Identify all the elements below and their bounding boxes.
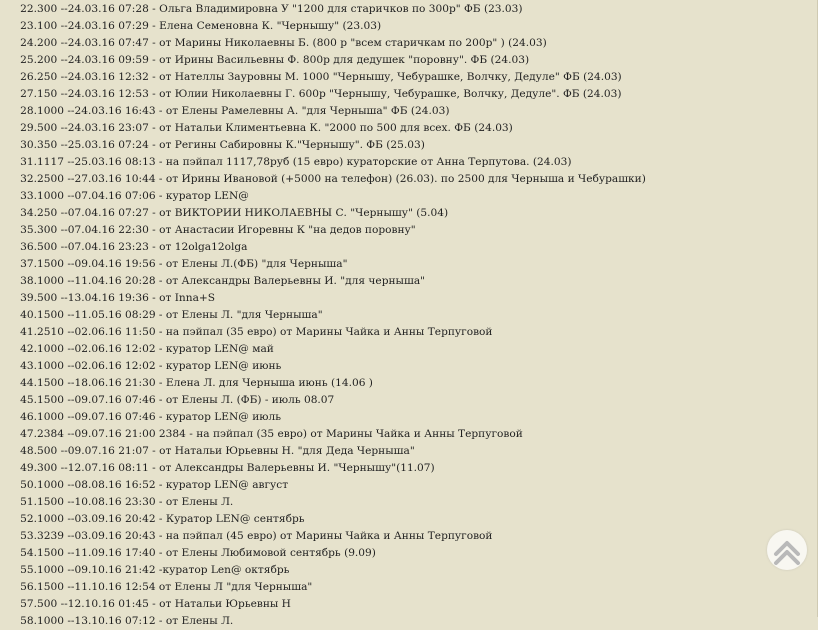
entry-number: 41. [20, 326, 37, 338]
entry-text: 200 --24.03.16 07:47 - от Марины Николаевны Б. (800 р "всем старичкам по 200р" ) (24.03) [37, 37, 547, 49]
entry-text: 1500 --18.06.16 21:30 - Елена Л. для Черныша июнь (14.06 ) [37, 377, 373, 389]
entry-text: 200 --24.03.16 09:59 - от Ирины Васильевны Ф. 800р для дедушек "поровну". ФБ (24.03) [37, 54, 530, 66]
entry-text: 1500 --11.10.16 12:54 от Елены Л "для Черныша" [37, 581, 313, 593]
donation-list [0, 1, 760, 627]
entry-number: 34. [20, 207, 37, 219]
list-item [0, 154, 760, 171]
entry-number: 48. [20, 445, 37, 457]
entry-number: 32. [20, 173, 37, 185]
entry-number: 26. [20, 71, 37, 83]
list-item [0, 460, 760, 477]
entry-text: 300 --24.03.16 07:28 - Ольга Владимировна У "1200 для старичков по 300р" ФБ (23.03) [37, 3, 523, 15]
entry-text: 1500 --11.05.16 08:29 - от Елены Л. "для Черныша" [37, 309, 323, 321]
entry-text: 250 --07.04.16 07:27 - от ВИКТОРИИ НИКОЛАЕВНЫ С. "Чернышу" (5.04) [37, 207, 449, 219]
entry-text: 350 --25.03.16 07:24 - от Регины Сабировны К."Чернышу". ФБ (25.03) [37, 139, 425, 151]
entry-text: 1500 --10.08.16 23:30 - от Елены Л. [37, 496, 234, 508]
entry-number: 42. [20, 343, 37, 355]
entry-text: 2500 --27.03.16 10:44 - от Ирины Ивановой (+5000 на телефон) (26.03). по 2500 для Черныша и Чебурашки) [37, 173, 646, 185]
entry-text: 1000 --03.09.16 20:42 - Куратор LEN@ сентябрь [37, 513, 305, 525]
list-item [0, 579, 760, 596]
list-item [0, 426, 760, 443]
list-item [0, 511, 760, 528]
entry-number: 46. [20, 411, 37, 423]
list-item [0, 324, 760, 341]
entry-number: 43. [20, 360, 37, 372]
list-item [0, 120, 760, 137]
list-item [0, 545, 760, 562]
entry-text: 300 --12.07.16 08:11 - от Александры Валерьевны И. "Чернышу"(11.07) [37, 462, 435, 474]
list-item [0, 341, 760, 358]
list-item [0, 409, 760, 426]
chevron-up-icon [767, 530, 807, 570]
entry-text: 1000 --07.04.16 07:06 - куратор LEN@ [37, 190, 249, 202]
entry-text: 1000 --09.10.16 21:42 -куратор Len@ октябрь [37, 564, 290, 576]
scroll-to-top-button[interactable] [767, 530, 807, 570]
entry-number: 50. [20, 479, 37, 491]
list-item [0, 205, 760, 222]
entry-number: 35. [20, 224, 37, 236]
entry-number: 38. [20, 275, 37, 287]
entry-number: 27. [20, 88, 37, 100]
list-item [0, 290, 760, 307]
entry-number: 33. [20, 190, 37, 202]
entry-text: 150 --24.03.16 12:53 - от Юлии Николаевны Г. 600р "Чернышу, Чебурашке, Волчку, Дедуле". ФБ (24.03) [37, 88, 622, 100]
entry-text: 500 --12.10.16 01:45 - от Натальи Юрьевны Н [37, 598, 291, 610]
list-item [0, 222, 760, 239]
list-item [0, 52, 760, 69]
list-item [0, 494, 760, 511]
list-item [0, 18, 760, 35]
entry-number: 36. [20, 241, 37, 253]
list-item [0, 256, 760, 273]
entry-text: 1000 --02.06.16 12:02 - куратор LEN@ июнь [37, 360, 282, 372]
list-item [0, 273, 760, 290]
list-item [0, 375, 760, 392]
entry-number: 30. [20, 139, 37, 151]
entry-number: 55. [20, 564, 37, 576]
entry-text: 1500 --11.09.16 17:40 - от Елены Любимовой сентябрь (9.09) [37, 547, 376, 559]
list-item [0, 137, 760, 154]
list-item [0, 613, 760, 627]
entry-text: 500 --07.04.16 23:23 - от 12olga12olga [37, 241, 248, 253]
entry-number: 24. [20, 37, 37, 49]
entry-text: 500 --13.04.16 19:36 - от Inna+S [37, 292, 216, 304]
entry-text: 500 --09.07.16 21:07 - от Натальи Юрьевны Н. "для Деда Черныша" [37, 445, 415, 457]
entry-text: 500 --24.03.16 23:07 - от Натальи Климентьевна К. "2000 по 500 для всех. ФБ (24.03) [37, 122, 513, 134]
entry-text: 1000 --13.10.16 07:12 - от Елены Л. [37, 615, 234, 627]
entry-number: 49. [20, 462, 37, 474]
entry-text: 1000 --02.06.16 12:02 - куратор LEN@ май [37, 343, 274, 355]
entry-number: 22. [20, 3, 37, 15]
entry-text: 1500 --09.07.16 07:46 - от Елены Л. (ФБ) - июль 08.07 [37, 394, 335, 406]
entry-text: 1500 --09.04.16 19:56 - от Елены Л.(ФБ) "для Черныша" [37, 258, 348, 270]
entry-text: 1117 --25.03.16 08:13 - на пэйпал 1117,78руб (15 евро) кураторские от Анна Терпутова. (24.03) [37, 156, 572, 168]
list-item [0, 103, 760, 120]
entry-number: 53. [20, 530, 37, 542]
entry-text: 3239 --03.09.16 20:43 - на пэйпал (45 евро) от Марины Чайка и Анны Терпуговой [37, 530, 493, 542]
entry-text: 250 --24.03.16 12:32 - от Нателлы Зауровны М. 1000 "Чернышу, Чебурашке, Волчку, Дедуле" ФБ (24.03) [37, 71, 622, 83]
entry-number: 31. [20, 156, 37, 168]
entry-number: 25. [20, 54, 37, 66]
entry-number: 52. [20, 513, 37, 525]
entry-text: 1000 --09.07.16 07:46 - куратор LEN@ июль [37, 411, 281, 423]
list-item [0, 562, 760, 579]
entry-number: 57. [20, 598, 37, 610]
list-item [0, 1, 760, 18]
entry-number: 40. [20, 309, 37, 321]
entry-number: 39. [20, 292, 37, 304]
entry-number: 28. [20, 105, 37, 117]
list-item [0, 358, 760, 375]
entry-text: 100 --24.03.16 07:29 - Елена Семеновна К. "Чернышу" (23.03) [37, 20, 382, 32]
entry-number: 29. [20, 122, 37, 134]
entry-text: 2384 --09.07.16 21:00 2384 - на пэйпал (35 евро) от Марины Чайка и Анны Терпуговой [37, 428, 523, 440]
list-item [0, 35, 760, 52]
entry-text: 2510 --02.06.16 11:50 - на пэйпал (35 евро) от Марины Чайка и Анны Терпуговой [37, 326, 493, 338]
list-item [0, 528, 760, 545]
entry-number: 47. [20, 428, 37, 440]
entry-text: 300 --07.04.16 22:30 - от Анастасии Игоревны К "на дедов поровну" [37, 224, 416, 236]
entry-text: 1000 --11.04.16 20:28 - от Александры Валерьевны И. "для черныша" [37, 275, 426, 287]
list-item [0, 596, 760, 613]
entry-number: 54. [20, 547, 37, 559]
list-item [0, 69, 760, 86]
list-item [0, 392, 760, 409]
entry-number: 44. [20, 377, 37, 389]
entry-number: 45. [20, 394, 37, 406]
list-item [0, 307, 760, 324]
entry-number: 51. [20, 496, 37, 508]
list-item [0, 443, 760, 460]
entry-number: 37. [20, 258, 37, 270]
list-item [0, 86, 760, 103]
list-item [0, 239, 760, 256]
entry-number: 56. [20, 581, 37, 593]
list-item [0, 477, 760, 494]
list-item [0, 171, 760, 188]
list-item [0, 188, 760, 205]
entry-number: 58. [20, 615, 37, 627]
entry-text: 1000 --24.03.16 16:43 - от Елены Рамелевны А. "для Черныша" ФБ (24.03) [37, 105, 450, 117]
entry-number: 23. [20, 20, 37, 32]
entry-text: 1000 --08.08.16 16:52 - куратор LEN@ август [37, 479, 289, 491]
